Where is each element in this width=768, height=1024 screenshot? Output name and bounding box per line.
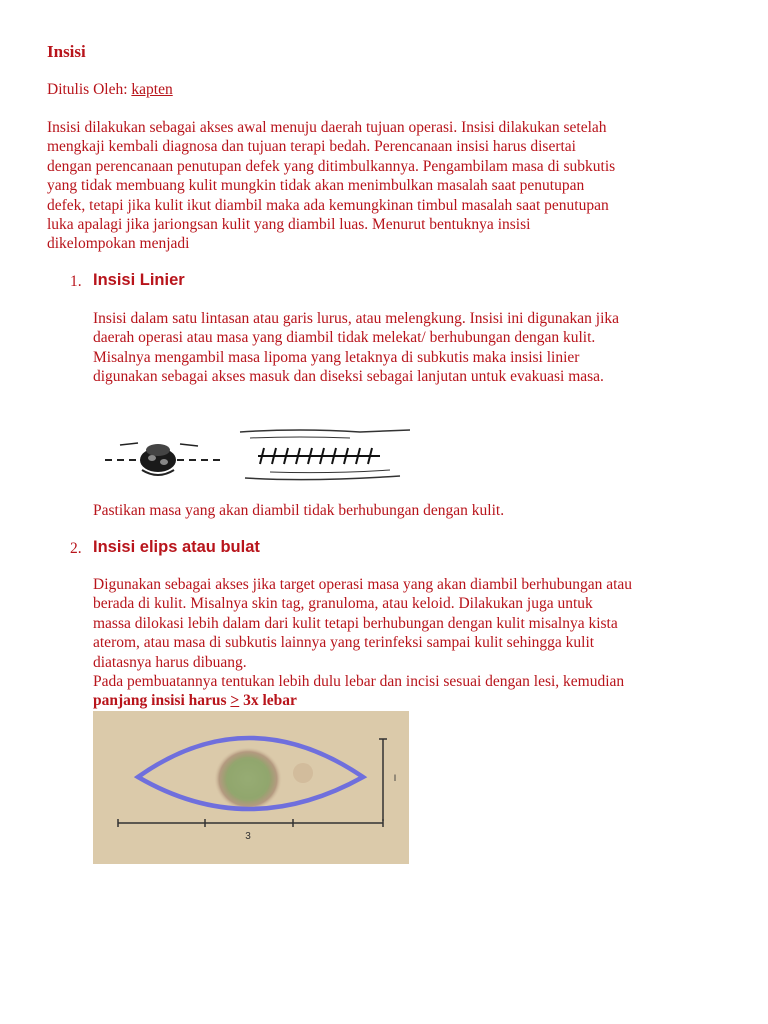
section-note: Pastikan masa yang akan diambil tidak berhubungan dengan kulit. bbox=[93, 502, 505, 519]
section-heading-elips: Insisi elips atau bulat bbox=[93, 538, 260, 556]
body-line: daerah operasi atau masa yang diambil tidak melekat/ berhubungan dengan kulit. bbox=[93, 329, 596, 347]
intro-line: defek, tetapi jika kulit ikut diambil maka ada kemungkinan timbul masalah saat penutupan bbox=[47, 196, 609, 214]
intro-paragraph bbox=[47, 118, 727, 254]
intro-line: luka apalagi jika jariongsan kulit yang diambil luas. Menurut bentuknya insisi bbox=[47, 216, 531, 234]
section-number: 1. bbox=[70, 273, 82, 290]
body-line: digunakan sebagai akses masuk dan diseksi sebagai lanjutan untuk evakuasi masa. bbox=[93, 368, 604, 386]
rule-suffix: 3x lebar bbox=[239, 692, 297, 709]
author-link[interactable]: kapten bbox=[131, 81, 173, 98]
lipoma-mass-drawing bbox=[105, 443, 220, 475]
body-line: diatasnya harus dibuang. bbox=[93, 653, 247, 671]
greater-equal-symbol: > bbox=[230, 692, 240, 709]
section-heading-linier: Insisi Linier bbox=[93, 271, 185, 289]
linear-incision-illustration bbox=[100, 420, 420, 490]
body-line: Digunakan sebagai akses jika target operasi masa yang akan diambil berhubungan atau bbox=[93, 576, 633, 593]
byline bbox=[47, 81, 173, 99]
intro-line: mengkaji kembali diagnosa dan tujuan terapi bedah. Perencanaan insisi harus disertai bbox=[47, 138, 576, 156]
body-line: massa dilokasi lebih dalam dari kulit tetapi berhubungan dengan kulit misalnya kista bbox=[93, 614, 618, 632]
intro-line: Insisi dilakukan sebagai akses awal menuju daerah tujuan operasi. Insisi dilakukan setelah bbox=[47, 119, 607, 136]
document-title: Insisi bbox=[47, 42, 86, 61]
incision-ratio-rule bbox=[93, 692, 297, 710]
intro-line: dengan perencanaan penutupan defek yang ditimbulkannya. Pengambilam masa di subkutis bbox=[47, 157, 616, 175]
length-label: 3 bbox=[245, 831, 251, 842]
intro-line: yang tidak membuang kulit mungkin tidak akan menimbulkan masalah saat penutupan bbox=[47, 177, 585, 195]
body-line: Pada pembuatannya tentukan lebih dulu lebar dan incisi sesuai dengan lesi, kemudian bbox=[93, 673, 625, 691]
body-line: aterom, atau masa di subkutis lainnya yang terinfeksi sampai kulit sehingga kulit bbox=[93, 634, 595, 652]
sutured-incision-drawing bbox=[240, 430, 410, 480]
rule-prefix: panjang insisi harus bbox=[93, 692, 231, 709]
intro-line: dikelompokan menjadi bbox=[47, 235, 190, 253]
body-line: Insisi dalam satu lintasan atau garis lurus, atau melengkung. Insisi ini digunakan jika bbox=[93, 310, 620, 327]
body-line: Misalnya mengambil masa lipoma yang letaknya di subkutis maka insisi linier bbox=[93, 348, 580, 366]
body-line: berada di kulit. Misalnya skin tag, granuloma, atau keloid. Dilakukan juga untuk bbox=[93, 595, 593, 613]
section-body-linier bbox=[93, 309, 743, 387]
section-body-elips bbox=[93, 575, 743, 691]
elliptical-incision-photo bbox=[93, 711, 409, 864]
section-number: 2. bbox=[70, 540, 82, 557]
byline-prefix: Ditulis Oleh: bbox=[47, 81, 132, 98]
width-label: I bbox=[393, 773, 397, 783]
